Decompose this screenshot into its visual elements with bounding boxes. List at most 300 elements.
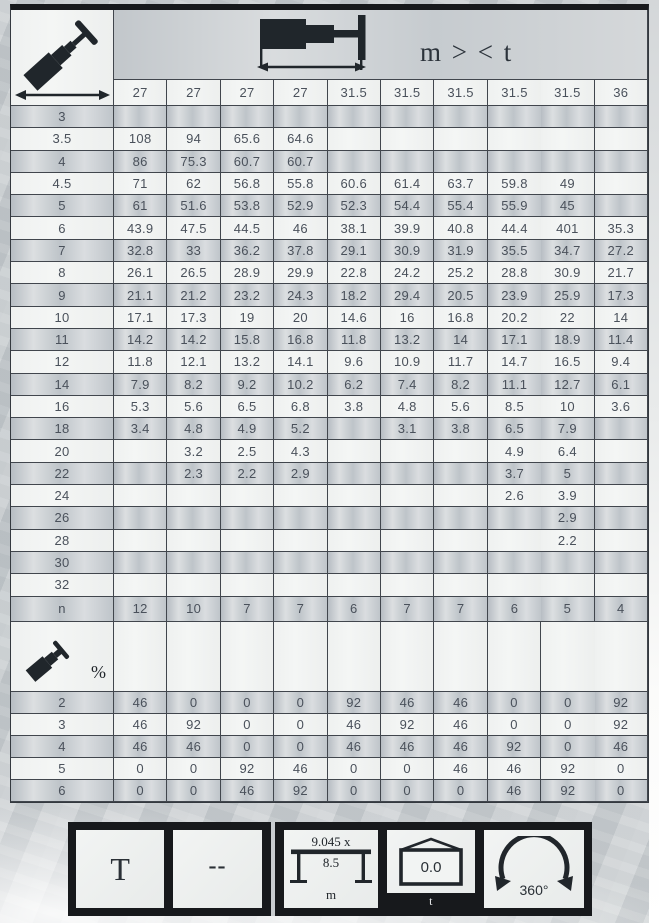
load-value-cell: 22.8 [328, 262, 381, 284]
n-value-cell: 7 [381, 597, 434, 622]
load-value-cell: 19 [221, 307, 274, 329]
load-value-cell: 11.1 [488, 374, 541, 396]
load-value-cell [114, 106, 167, 128]
percent-value-cell: 0 [221, 736, 274, 758]
load-value-cell: 30.9 [381, 240, 434, 262]
load-value-cell: 5.6 [167, 396, 220, 418]
load-value-cell [488, 151, 541, 173]
load-value-cell [328, 507, 381, 529]
load-value-cell [114, 574, 167, 596]
load-value-cell: 26.5 [167, 262, 220, 284]
column-header-cell: 31.5 [381, 80, 434, 106]
load-value-cell [328, 574, 381, 596]
load-value-cell: 23.9 [488, 284, 541, 306]
load-value-cell [328, 463, 381, 485]
dash-symbol-label: -- [208, 852, 227, 879]
percent-value-cell: 0 [488, 714, 541, 736]
percent-header-empty-cell [434, 622, 487, 692]
load-value-cell: 2.9 [541, 507, 594, 529]
column-header-cell: 27 [221, 80, 274, 106]
load-value-cell: 38.1 [328, 217, 381, 239]
load-value-cell: 30.9 [541, 262, 594, 284]
load-value-cell: 25.2 [434, 262, 487, 284]
load-value-cell: 2.5 [221, 440, 274, 462]
load-value-cell: 34.7 [541, 240, 594, 262]
load-value-cell [381, 106, 434, 128]
load-value-cell [167, 552, 220, 574]
column-header-cell: 31.5 [328, 80, 381, 106]
radius-row-label: 3.5 [11, 128, 114, 150]
load-value-cell: 17.1 [114, 307, 167, 329]
radius-row-label: 8 [11, 262, 114, 284]
load-value-cell: 21.1 [114, 284, 167, 306]
load-value-cell: 14.6 [328, 307, 381, 329]
column-header-cell: 31.5 [434, 80, 487, 106]
load-value-cell [221, 552, 274, 574]
load-value-cell [381, 463, 434, 485]
load-value-cell [114, 552, 167, 574]
percent-value-cell: 92 [381, 714, 434, 736]
radius-row-label: 18 [11, 418, 114, 440]
load-value-cell: 6.8 [274, 396, 327, 418]
legend-box-outrigger [284, 830, 378, 908]
load-value-cell: 2.3 [167, 463, 220, 485]
load-value-cell: 8.5 [488, 396, 541, 418]
load-value-cell: 10 [541, 396, 594, 418]
load-value-cell: 2.6 [488, 485, 541, 507]
load-value-cell [274, 574, 327, 596]
load-value-cell [434, 552, 487, 574]
paper-edge [649, 0, 659, 923]
load-value-cell: 4.9 [221, 418, 274, 440]
load-value-cell [274, 507, 327, 529]
percent-value-cell: 92 [595, 714, 648, 736]
load-value-cell: 59.8 [488, 173, 541, 195]
legend-box-tower [76, 830, 164, 908]
load-value-cell: 11.7 [434, 351, 487, 373]
load-value-cell: 63.7 [434, 173, 487, 195]
load-value-cell: 7.9 [114, 374, 167, 396]
load-value-cell [221, 106, 274, 128]
load-value-cell [541, 106, 594, 128]
load-value-cell: 3.4 [114, 418, 167, 440]
load-value-cell: 28.9 [221, 262, 274, 284]
load-value-cell [221, 485, 274, 507]
load-value-cell: 71 [114, 173, 167, 195]
load-value-cell [221, 530, 274, 552]
load-value-cell: 6.5 [221, 396, 274, 418]
column-header-cell: 27 [274, 80, 327, 106]
percent-value-cell: 0 [167, 758, 220, 780]
load-value-cell: 60.7 [274, 151, 327, 173]
radius-row-label: 16 [11, 396, 114, 418]
legend-box-dash [173, 830, 261, 908]
percent-value-cell: 0 [541, 714, 594, 736]
load-value-cell: 18.9 [541, 329, 594, 351]
outrigger-span-icon [284, 833, 378, 905]
load-value-cell: 6.4 [541, 440, 594, 462]
load-value-cell: 94 [167, 128, 220, 150]
load-value-cell [328, 106, 381, 128]
load-value-cell [381, 128, 434, 150]
percent-value-cell: 0 [114, 780, 167, 802]
legend-box-counterweight [387, 830, 475, 908]
load-value-cell [328, 151, 381, 173]
load-value-cell: 21.2 [167, 284, 220, 306]
percent-value-cell: 0 [595, 780, 648, 802]
load-value-cell [274, 530, 327, 552]
legend-divider [271, 822, 275, 916]
percent-value-cell: 92 [541, 758, 594, 780]
load-value-cell: 14.1 [274, 351, 327, 373]
load-value-cell: 4.8 [381, 396, 434, 418]
load-value-cell [114, 507, 167, 529]
percent-value-cell: 0 [274, 692, 327, 714]
n-value-cell: 5 [541, 597, 594, 622]
load-value-cell: 27.2 [595, 240, 648, 262]
percent-value-cell: 46 [328, 736, 381, 758]
load-value-cell: 11.4 [595, 329, 648, 351]
svg-text:8.5: 8.5 [322, 855, 339, 870]
column-header-cell: 31.5 [541, 80, 594, 106]
percent-value-cell: 0 [381, 758, 434, 780]
load-value-cell: 14.2 [114, 329, 167, 351]
load-value-cell [595, 574, 648, 596]
load-value-cell [381, 507, 434, 529]
load-value-cell: 55.8 [274, 173, 327, 195]
load-value-cell [434, 151, 487, 173]
load-value-cell: 4.8 [167, 418, 220, 440]
radius-row-label: 4.5 [11, 173, 114, 195]
percent-value-cell: 46 [595, 736, 648, 758]
percent-row-label: 3 [11, 714, 114, 736]
percent-value-cell: 0 [167, 780, 220, 802]
percent-value-cell: 0 [221, 692, 274, 714]
legend-box-slew [484, 830, 584, 908]
n-value-cell: 6 [488, 597, 541, 622]
percent-value-cell: 92 [328, 692, 381, 714]
load-value-cell [328, 530, 381, 552]
load-value-cell: 29.9 [274, 262, 327, 284]
load-value-cell: 16.5 [541, 351, 594, 373]
load-value-cell: 20.2 [488, 307, 541, 329]
percent-value-cell: 0 [274, 736, 327, 758]
percent-value-cell: 0 [328, 780, 381, 802]
load-value-cell: 5.3 [114, 396, 167, 418]
radius-row-label: 14 [11, 374, 114, 396]
load-value-cell [595, 507, 648, 529]
radius-row-label: 24 [11, 485, 114, 507]
n-value-cell: 10 [167, 597, 220, 622]
load-value-cell: 52.3 [328, 195, 381, 217]
load-value-cell: 8.2 [434, 374, 487, 396]
radius-row-label: 30 [11, 552, 114, 574]
load-value-cell [434, 128, 487, 150]
radius-row-label: 32 [11, 574, 114, 596]
load-value-cell [434, 485, 487, 507]
load-value-cell: 16.8 [434, 307, 487, 329]
load-value-cell [274, 552, 327, 574]
load-value-cell [381, 485, 434, 507]
load-value-cell [434, 463, 487, 485]
counterweight-icon [393, 834, 469, 892]
percent-sign-label: % [91, 661, 107, 682]
load-value-cell: 29.4 [381, 284, 434, 306]
load-value-cell: 65.6 [221, 128, 274, 150]
load-value-cell: 20 [274, 307, 327, 329]
n-row-label: n [11, 597, 114, 622]
load-table-grid [10, 4, 649, 803]
load-value-cell: 6.5 [488, 418, 541, 440]
load-value-cell: 3.7 [488, 463, 541, 485]
load-value-cell [595, 485, 648, 507]
column-header-cell: 27 [114, 80, 167, 106]
load-value-cell: 12.1 [167, 351, 220, 373]
load-value-cell [114, 440, 167, 462]
load-value-cell: 3.1 [381, 418, 434, 440]
load-value-cell [381, 151, 434, 173]
load-value-cell [595, 552, 648, 574]
load-value-cell [328, 128, 381, 150]
load-value-cell: 54.4 [381, 195, 434, 217]
n-value-cell: 6 [328, 597, 381, 622]
load-value-cell: 10.2 [274, 374, 327, 396]
percent-value-cell: 0 [167, 692, 220, 714]
percent-value-cell: 0 [434, 780, 487, 802]
load-value-cell [114, 530, 167, 552]
load-value-cell: 3.8 [434, 418, 487, 440]
load-value-cell [595, 128, 648, 150]
load-value-cell: 8.2 [167, 374, 220, 396]
load-value-cell: 7.9 [541, 418, 594, 440]
load-value-cell: 61.4 [381, 173, 434, 195]
percent-value-cell: 92 [488, 736, 541, 758]
load-value-cell: 56.8 [221, 173, 274, 195]
percent-value-cell: 0 [274, 714, 327, 736]
load-value-cell: 6.2 [328, 374, 381, 396]
percent-value-cell: 46 [434, 758, 487, 780]
svg-text:9.045 x: 9.045 x [311, 834, 351, 849]
load-value-cell [595, 418, 648, 440]
percent-value-cell: 0 [381, 780, 434, 802]
rotation-360-icon [484, 836, 584, 902]
load-value-cell: 25.9 [541, 284, 594, 306]
load-value-cell: 61 [114, 195, 167, 217]
load-value-cell [488, 106, 541, 128]
load-value-cell [328, 418, 381, 440]
n-value-cell: 7 [221, 597, 274, 622]
percent-value-cell: 92 [541, 780, 594, 802]
load-value-cell [328, 485, 381, 507]
load-value-cell: 35.3 [595, 217, 648, 239]
percent-value-cell: 0 [541, 736, 594, 758]
percent-header-empty-cell [114, 622, 167, 692]
load-value-cell: 4.3 [274, 440, 327, 462]
percent-value-cell: 92 [167, 714, 220, 736]
load-value-cell [274, 106, 327, 128]
radius-row-label: 22 [11, 463, 114, 485]
load-value-cell: 17.1 [488, 329, 541, 351]
load-value-cell: 35.5 [488, 240, 541, 262]
t-symbol-label: T [110, 850, 130, 887]
percent-row-label: 2 [11, 692, 114, 714]
load-value-cell [167, 507, 220, 529]
percent-value-cell: 46 [381, 692, 434, 714]
load-value-cell: 45 [541, 195, 594, 217]
load-value-cell: 9.6 [328, 351, 381, 373]
load-value-cell: 51.6 [167, 195, 220, 217]
load-value-cell: 20.5 [434, 284, 487, 306]
load-value-cell [488, 574, 541, 596]
load-value-cell: 18.2 [328, 284, 381, 306]
load-value-cell [434, 574, 487, 596]
load-value-cell: 14 [595, 307, 648, 329]
load-value-cell [595, 463, 648, 485]
load-value-cell: 44.5 [221, 217, 274, 239]
load-value-cell [434, 507, 487, 529]
percent-row-label: 5 [11, 758, 114, 780]
percent-value-cell: 92 [595, 692, 648, 714]
load-value-cell: 17.3 [595, 284, 648, 306]
n-value-cell: 12 [114, 597, 167, 622]
column-header-cell: 31.5 [488, 80, 541, 106]
radius-row-label: 10 [11, 307, 114, 329]
percent-value-cell: 0 [488, 692, 541, 714]
load-value-cell: 33 [167, 240, 220, 262]
load-value-cell [328, 552, 381, 574]
load-value-cell: 75.3 [167, 151, 220, 173]
load-value-cell [221, 574, 274, 596]
load-value-cell: 49 [541, 173, 594, 195]
load-value-cell: 7.4 [381, 374, 434, 396]
load-value-cell: 6.1 [595, 374, 648, 396]
load-value-cell: 55.4 [434, 195, 487, 217]
load-value-cell: 53.8 [221, 195, 274, 217]
radius-row-label: 4 [11, 151, 114, 173]
load-value-cell: 60.6 [328, 173, 381, 195]
load-value-cell: 52.9 [274, 195, 327, 217]
radius-row-label: 5 [11, 195, 114, 217]
load-value-cell: 26.1 [114, 262, 167, 284]
boom-radius-icon [14, 13, 111, 103]
load-value-cell: 24.2 [381, 262, 434, 284]
load-value-cell: 5.6 [434, 396, 487, 418]
load-value-cell [541, 574, 594, 596]
percent-value-cell: 0 [114, 758, 167, 780]
load-value-cell: 9.2 [221, 374, 274, 396]
load-value-cell [434, 440, 487, 462]
percent-value-cell: 46 [434, 736, 487, 758]
radius-row-label: 20 [11, 440, 114, 462]
load-value-cell: 15.8 [221, 329, 274, 351]
percent-value-cell: 46 [167, 736, 220, 758]
load-value-cell [595, 106, 648, 128]
load-value-cell: 14 [434, 329, 487, 351]
load-value-cell [541, 552, 594, 574]
load-value-cell [167, 485, 220, 507]
column-header-cell: 36 [595, 80, 648, 106]
percent-header-empty-cell [221, 622, 274, 692]
percent-row-label: 6 [11, 780, 114, 802]
legend-strip [68, 822, 592, 916]
load-value-cell: 2.2 [221, 463, 274, 485]
load-value-cell [434, 106, 487, 128]
percent-value-cell: 46 [434, 692, 487, 714]
load-value-cell: 55.9 [488, 195, 541, 217]
percent-value-cell: 46 [488, 758, 541, 780]
load-value-cell [114, 485, 167, 507]
load-value-cell: 2.9 [274, 463, 327, 485]
radius-row-label: 28 [11, 530, 114, 552]
percent-value-cell: 46 [114, 692, 167, 714]
radius-column-header-cell [11, 10, 114, 106]
percent-value-cell: 0 [221, 714, 274, 736]
percent-header-empty-cell [381, 622, 434, 692]
load-value-cell: 39.9 [381, 217, 434, 239]
percent-value-cell: 46 [381, 736, 434, 758]
percent-section-header-cell [11, 622, 114, 692]
load-value-cell: 21.7 [595, 262, 648, 284]
percent-header-empty-cell [274, 622, 327, 692]
load-value-cell: 3.8 [328, 396, 381, 418]
load-value-cell [488, 507, 541, 529]
load-value-cell [434, 530, 487, 552]
load-value-cell [381, 530, 434, 552]
load-value-cell: 3.6 [595, 396, 648, 418]
load-value-cell [541, 151, 594, 173]
percent-row-label: 4 [11, 736, 114, 758]
load-value-cell: 13.2 [221, 351, 274, 373]
load-value-cell [488, 128, 541, 150]
radius-row-label: 26 [11, 507, 114, 529]
percent-value-cell: 46 [114, 714, 167, 736]
load-value-cell: 62 [167, 173, 220, 195]
load-value-cell: 28.8 [488, 262, 541, 284]
load-value-cell [595, 440, 648, 462]
load-value-cell [595, 195, 648, 217]
load-value-cell: 108 [114, 128, 167, 150]
load-value-cell: 47.5 [167, 217, 220, 239]
load-value-cell [328, 440, 381, 462]
counterweight-unit-label: t [429, 894, 433, 908]
radius-row-label: 12 [11, 351, 114, 373]
load-value-cell: 11.8 [328, 329, 381, 351]
load-value-cell: 31.9 [434, 240, 487, 262]
load-value-cell: 64.6 [274, 128, 327, 150]
n-value-cell: 7 [274, 597, 327, 622]
svg-text:360°: 360° [519, 882, 549, 898]
percent-value-cell: 46 [221, 780, 274, 802]
n-value-cell: 4 [595, 597, 648, 622]
percent-header-empty-cell [541, 622, 594, 692]
load-value-cell: 10.9 [381, 351, 434, 373]
percent-value-cell: 92 [274, 780, 327, 802]
load-value-cell: 37.8 [274, 240, 327, 262]
percent-boom-icon [25, 627, 77, 685]
column-header-cell: 27 [167, 80, 220, 106]
load-value-cell: 13.2 [381, 329, 434, 351]
load-value-cell [167, 574, 220, 596]
load-value-cell: 11.8 [114, 351, 167, 373]
percent-header-empty-cell [167, 622, 220, 692]
load-value-cell: 16 [381, 307, 434, 329]
load-value-cell [595, 530, 648, 552]
boom-length-header-cell [114, 10, 648, 80]
percent-header-empty-cell [488, 622, 541, 692]
radius-row-label: 11 [11, 329, 114, 351]
load-value-cell: 32.8 [114, 240, 167, 262]
percent-value-cell: 0 [541, 692, 594, 714]
